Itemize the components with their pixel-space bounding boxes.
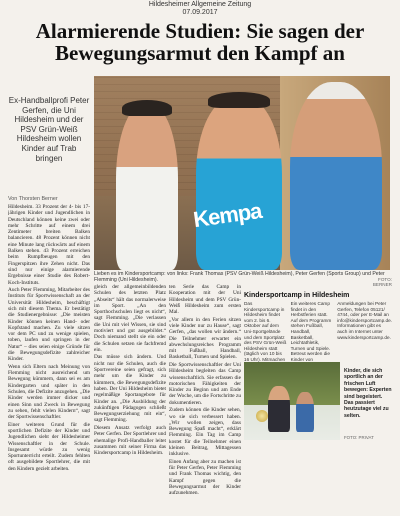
headline: Alarmierende Studien: Sie sagen der Bewegungsarmut den Kampf an bbox=[35, 19, 365, 65]
paragraph: Auch Peter Flemming, Mitarbeiter des Instituts für Sportwissenschaft an der Universität Hildesheim, beschäftigt sich mit diesem Thema. Er bestätigt die Studienergebnisse: „Die meisten Kinder können keinen Hand- oder Kopfstand machen. Zu viele sitzen vor dem PC und zu wenige spielen, toben, laufen und springen in der Natur“ – dies seien einige Gründe für die Bewegungsdefizite zahlreicher Kinder. bbox=[8, 287, 90, 363]
paragraph: Einen Anfang aber zu machen ist für Peter Gerfen, Peter Flemming und Frank Thomas wichtig, den Kampf gegen die Bewegungsarmut der Kinder aufzunehmen. bbox=[169, 458, 241, 497]
article-column-3 bbox=[169, 284, 241, 500]
lede: Ex-Handballprofi Peter Gerfen, die Uni Hildesheim und der PSV Grün-Weiß Hildesheim wollen Kinder auf Trab bringen bbox=[8, 96, 90, 163]
paragraph: Hildesheim. 33 Prozent der 4- bis 17-jährigen Kinder und Jugendlichen in Deutschland können keine zwei oder mehr Schritte auf einem drei Zentimeter breiten Balken balancieren. 48 Prozent können nicht eine Minute lang rückwärts auf einem Balken stehen. 43 Prozent erreichen beim Rumpfbeugen mit den Fingerspitzen ihre Zehen nicht. Das sind nur einige alarmierende Ergebnisse einer Studie des Robert-Koch-Instituts. bbox=[8, 204, 90, 286]
masthead bbox=[0, 0, 400, 18]
paragraph: Diesem Ansatz verfolgt auch Peter Gerfen. Der Sportlehrer und ehemalige Profi-Handballer leitet zusammen mit seiner Firma das Kindersportcamp in Hildesheim. bbox=[94, 424, 166, 457]
byline: Von Thorsten Berner bbox=[8, 196, 58, 202]
info-box-title: Kindersportcamp in Hildesheim bbox=[244, 292, 350, 299]
paragraph: Wenn sich Eltern nach Meinung von Flemming nicht ausreichend um Bewegung kümmern, dann sei es am Kindergarten und später in den Schulen, die Defizite anzugehen. „Die Kinder werden immer dicker und einen Sinn und Zweck in Bewegung zu sehen, fehlt vielen Kindern“, sagt der Sportwissenschaftler. bbox=[8, 363, 90, 421]
article-column-1 bbox=[8, 204, 90, 500]
photo-person-left bbox=[116, 104, 178, 270]
photo-child-2 bbox=[296, 392, 314, 432]
photo-hair-left bbox=[122, 100, 172, 116]
paragraph: „Vor allem in den Ferien sitzen viele Kinder nur zu Hause“, sagt Gerfen, „das wollen wir ändern.“ Die Teilnehmer erwartet ein abwechslungsreiches Programm mit Fußball, Handball, Basketball, Turnen und Spielen. bbox=[169, 316, 241, 361]
photo-person-right bbox=[290, 82, 382, 270]
newspaper-name: Hildesheimer Allgemeine Zeitung bbox=[148, 1, 252, 8]
secondary-photo bbox=[244, 362, 340, 440]
info-box-column: Ein weiteres Camp findet in den Herbstferien statt. Auf dem Programm stehen Fußball, Handball, Basketball, Leichtathletik, Turnen und Spiele. Betreut werden die Kinder von bbox=[290, 301, 332, 362]
secondary-photo-credit: FOTO: PRIVAT bbox=[344, 435, 374, 440]
main-photo bbox=[94, 76, 390, 270]
paragraph: Die Sportwissenschaftler der Uni Hildesheim begleiten das Camp wissenschaftlich. Sie erfassen die motorischen Fähigkeiten der Kinder zu Beginn und am Ende der Woche, um die Fortschritte zu dokumentieren. bbox=[169, 361, 241, 406]
paragraph: Zudem können die Kinder sehen, wo sie sich verbessert haben. „Wir wollen zeigen, dass Bewegung Spaß macht“, erklärt Flemming. Ein Tag im Camp kostet für die Teilnehmer einen kleinen Beitrag, Mittagessen inklusive. bbox=[169, 407, 241, 458]
paragraph: gleich der allgemeinbildenden Schulen des letzten Platz „Abseits“ hält das normalerweise im Sport. „An den Sporthochschulen liegt es nicht“, sagt Flemming. „Die verlassen die Uni mit viel Wissen, sie sind motiviert und gut ausgebildet.“ Doch niemand stellt sie ein oder die Schulen setzen sie fachfremd ein. bbox=[94, 284, 166, 353]
photo-credit: FOTO: BERNER bbox=[372, 277, 392, 287]
secondary-photo-caption: Kinder, die sich sportlich an der frischen Luft bewegen: Experten sind begeistert. Das passiert heutzutage viel zu selten. bbox=[344, 368, 392, 419]
paragraph: Einer weiteren Grund für die sportlichen Defizite der Kinder und Jugendlichen sieht der Hildesheimer Wissenschaftler in der Schule. Insgesamt würde zu wenig Sportunterricht erteilt. Zudem fehlten oft ausgebildete Sportlehrer, die mit den Kindern gezielt arbeiten. bbox=[8, 421, 90, 472]
info-box bbox=[244, 292, 392, 360]
paragraph: Das müsse sich ändern. Und nicht nur die Schulen, auch die Sportvereine seien gefragt, sich mehr um die Kinder zu kümmern, die Bewegungsdefizite haben. Der Uni Hildesheim bietet regelmäßige Sportangebote für Kinder an. „Die Ausbildung der zukünftigen Pädagogen schließt Bewegungserziehung mit ein“, sagt Flemming. bbox=[94, 354, 166, 424]
photo-child-1 bbox=[268, 386, 290, 432]
photo-shirt-logo: Kempa bbox=[191, 197, 263, 233]
info-box-column: Das Kindersportcamp in Hildesheim findet vom 2. bis 6. Oktober auf dem Uni-Sportgelände und dem Sportplatz des PSV Grün-Weiß Hildesheim statt (täglich von 10 bis 16 Uhr). Mitmachen bbox=[244, 301, 287, 362]
photo-caption: Lieben es im Kindersportcamp: von links: Frank Thomas (PSV Grün-Weiß Hildesheim), Peter Gerfen (Sports Group) und Peter Flemming (Uni Hildesheim). bbox=[94, 271, 385, 283]
paragraph: ten Serie das Camp in Kooperation mit der Uni Hildesheim und dem PSV Grün-Weiß Hildesheim zum ersten Mal. bbox=[169, 284, 241, 316]
photo-ball bbox=[256, 410, 268, 422]
publication-date: 07.09.2017 bbox=[182, 9, 218, 16]
article-column-2 bbox=[94, 284, 166, 500]
photo-hair-center bbox=[208, 92, 270, 108]
info-box-column: Anmeldungen bei Peter Gerfen, Telefon 05121/ 4744, oder per E-Mail an info@kindersportcamp.de. Informationen gibt es auch im Internet unter www.kindersportcamp.de. bbox=[337, 301, 393, 340]
